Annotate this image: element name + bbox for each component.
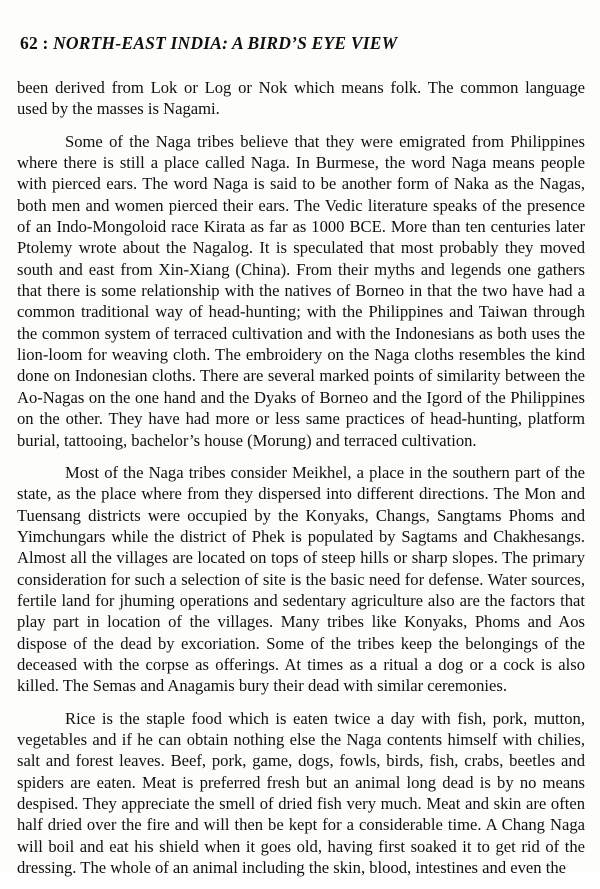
paragraph-continued: been derived from Lok or Log or Nok which means folk. The common language used by the masses is Nagami. [17, 78, 585, 119]
page-number: 62 : [20, 33, 49, 53]
paragraph-naga-origins: Some of the Naga tribes believe that they were emigrated from Philippines where there is still a place called Naga. In Burmese, the word Naga means people with pierced ears. The word Naga is said to be another form of Naka as the Nagas, both men and women pierced their ears. The Vedic literature speaks of the presence of an Indo-Mongoloid race Kirata as far as 1000 BCE. More than ten centuries later Ptolemy wrote about the Nagalog. It is speculated that most probably they moved south and east from Xin-Xiang (China). From their myths and legends one gathers that there is some relationship with the natives of Borneo in that the two have had a common traditional way of head-hunting; with the Philippines and Taiwan through the common system of terraced cultivation and with the Indonesians as both uses the lion-loom for weaving cloth. The embroidery on the Naga cloths resembles the kind done on Indonesian cloths. There are several marked points of similarity between the Ao-Nagas on the one hand and the Dyaks of Borneo and the Igord of the Philippines on the other. They have had more or less same practices of head-hunting, platform burial, tattooing, bachelor’s house (Morung) and terraced cultivation. [17, 131, 585, 450]
running-header [20, 33, 580, 54]
paragraph-naga-food: Rice is the staple food which is eaten twice a day with fish, pork, mutton, vegetables and if he can obtain nothing else the Naga contents himself with chilies, salt and forest leaves. Beef, pork, game, dogs, fowls, birds, fish, crabs, beetles and spiders are eaten. Meat is preferred fresh but an animal long dead is by no means despised. They appreciate the smell of dried fish very much. Meat and skin are often half dried over the fire and will then be kept for a considerable time. A Chang Naga will boil and eat his shield when it goes old, having first soaked it to get rid of the dressing. The whole of an animal including the skin, blood, intestines and even the [17, 708, 585, 878]
running-title: NORTH-EAST INDIA: A BIRD’S EYE VIEW [53, 33, 398, 53]
body-text [17, 77, 585, 889]
paragraph-naga-settlements: Most of the Naga tribes consider Meikhel, a place in the southern part of the state, as the place where from they dispersed into different directions. The Mon and Tuensang districts were occupied by the Konyaks, Changs, Sangtams Phoms and Yimchungars while the district of Phek is populated by Sagtams and Chakhesangs. Almost all the villages are located on tops of steep hills or sharp slopes. The primary consideration for such a selection of site is the basic need for defense. Water sources, fertile land for jhuming operations and sedentary agriculture also are the factors that play part in location of the villages. Many tribes like Konyaks, Phoms and Aos dispose of the dead by excoriation. Some of the tribes keep the belongings of the deceased with the corpse as offerings. At times as a ritual a dog or a cock is also killed. The Semas and Anagamis bury their dead with similar ceremonies. [17, 462, 585, 696]
